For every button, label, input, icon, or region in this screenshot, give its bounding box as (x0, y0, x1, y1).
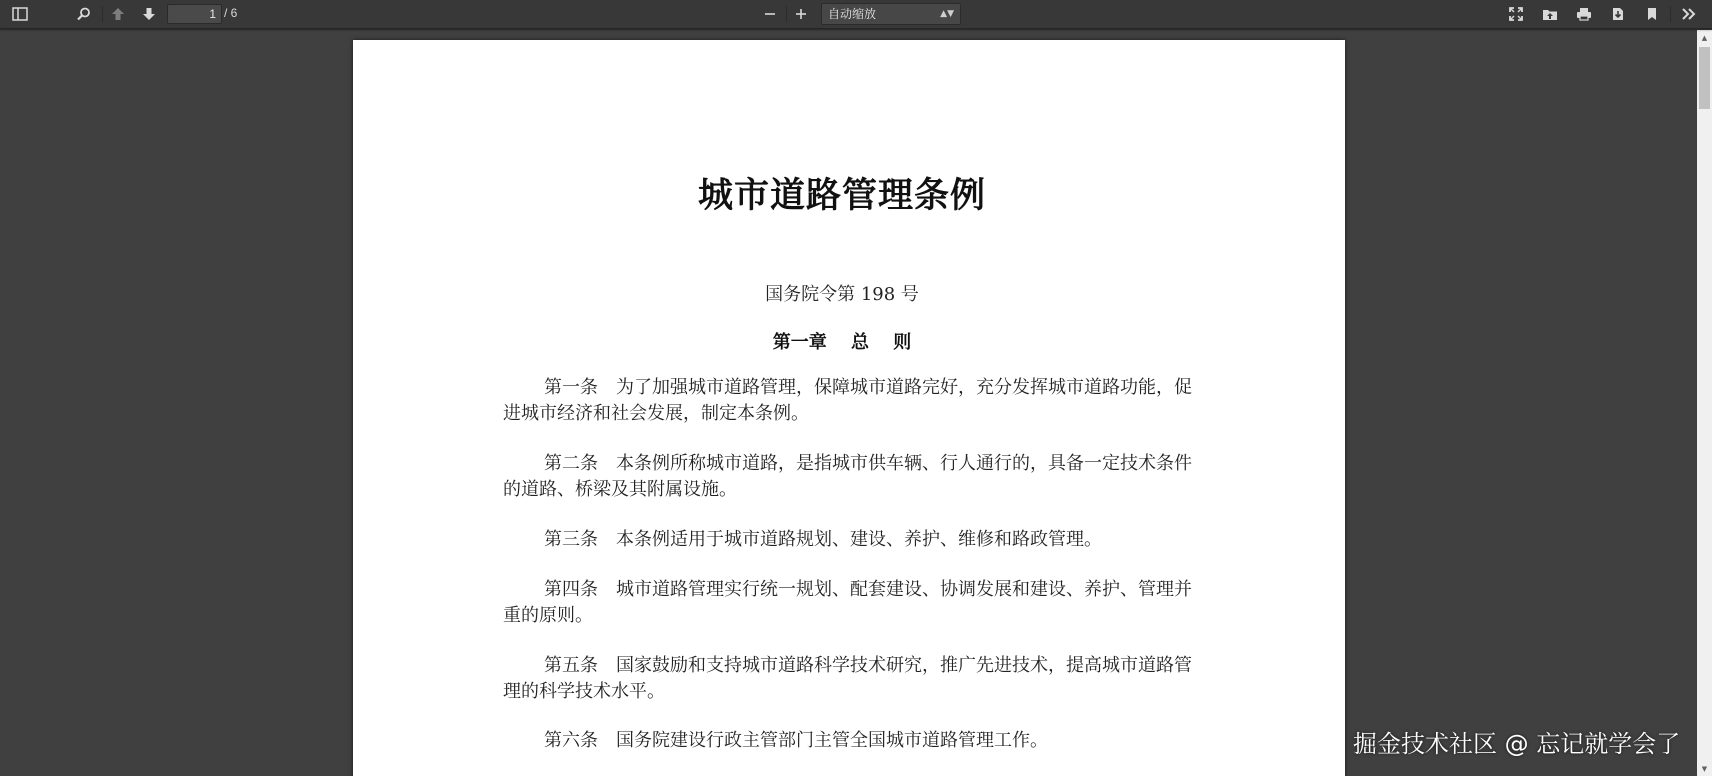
page-number-input[interactable] (167, 4, 222, 24)
download-icon[interactable] (1604, 3, 1632, 25)
article-paragraph: 第四条 城市道路管理实行统一规划、配套建设、协调发展和建设、养护、管理并重的原则。 (503, 579, 1192, 626)
open-file-icon[interactable] (1536, 3, 1564, 25)
document-subtitle: 国务院令第 198 号 (765, 284, 919, 305)
sidebar-toggle-icon[interactable] (6, 3, 34, 25)
scrollbar-thumb[interactable] (1699, 47, 1710, 109)
page-count-label: / 6 (224, 6, 238, 20)
article-paragraph: 第一条 为了加强城市道路管理，保障城市道路完好，充分发挥城市道路功能，促进城市经济和社会发展，制定本条例。 (503, 377, 1192, 424)
tools-menu-icon[interactable] (1675, 3, 1703, 25)
presentation-mode-icon[interactable] (1502, 3, 1530, 25)
next-page-icon[interactable] (135, 3, 163, 25)
document-title: 城市道路管理条例 (697, 175, 986, 216)
scroll-down-icon[interactable]: ▼ (1701, 764, 1708, 773)
article-paragraph: 第六条 国务院建设行政主管部门主管全国城市道路管理工作。 (544, 730, 1048, 751)
article-paragraph: 第三条 本条例适用于城市道路规划、建设、养护、维修和路政管理。 (544, 529, 1102, 550)
search-icon[interactable] (70, 3, 98, 25)
zoom-select-value: 自动缩放 (828, 7, 877, 21)
previous-page-icon[interactable] (104, 3, 132, 25)
chevron-updown-icon: ▲▼ (940, 9, 954, 19)
article-paragraph: 第五条 国家鼓励和支持城市道路科学技术研究，推广先进技术，提高城市道路管理的科学技术水平。 (503, 655, 1192, 702)
chapter-heading: 第一章 总 则 (772, 332, 912, 353)
article-paragraph: 第二条 本条例所称城市道路，是指城市供车辆、行人通行的，具备一定技术条件的道路、桥梁及其附属设施。 (503, 453, 1192, 500)
zoom-select[interactable] (821, 3, 961, 25)
pdf-toolbar (0, 0, 1712, 29)
pdf-page (353, 40, 1345, 776)
toolbar-divider (1670, 6, 1671, 22)
toolbar-divider (102, 6, 103, 22)
document-viewer[interactable] (0, 30, 1697, 776)
zoom-out-icon[interactable] (756, 3, 784, 25)
vertical-scrollbar[interactable] (1697, 30, 1712, 776)
scroll-up-icon[interactable]: ▲ (1701, 33, 1708, 42)
bookmark-icon[interactable] (1638, 3, 1666, 25)
print-icon[interactable] (1570, 3, 1598, 25)
watermark-text: 掘金技术社区 @ 忘记就学会了 (1353, 730, 1681, 758)
zoom-in-icon[interactable] (787, 3, 815, 25)
